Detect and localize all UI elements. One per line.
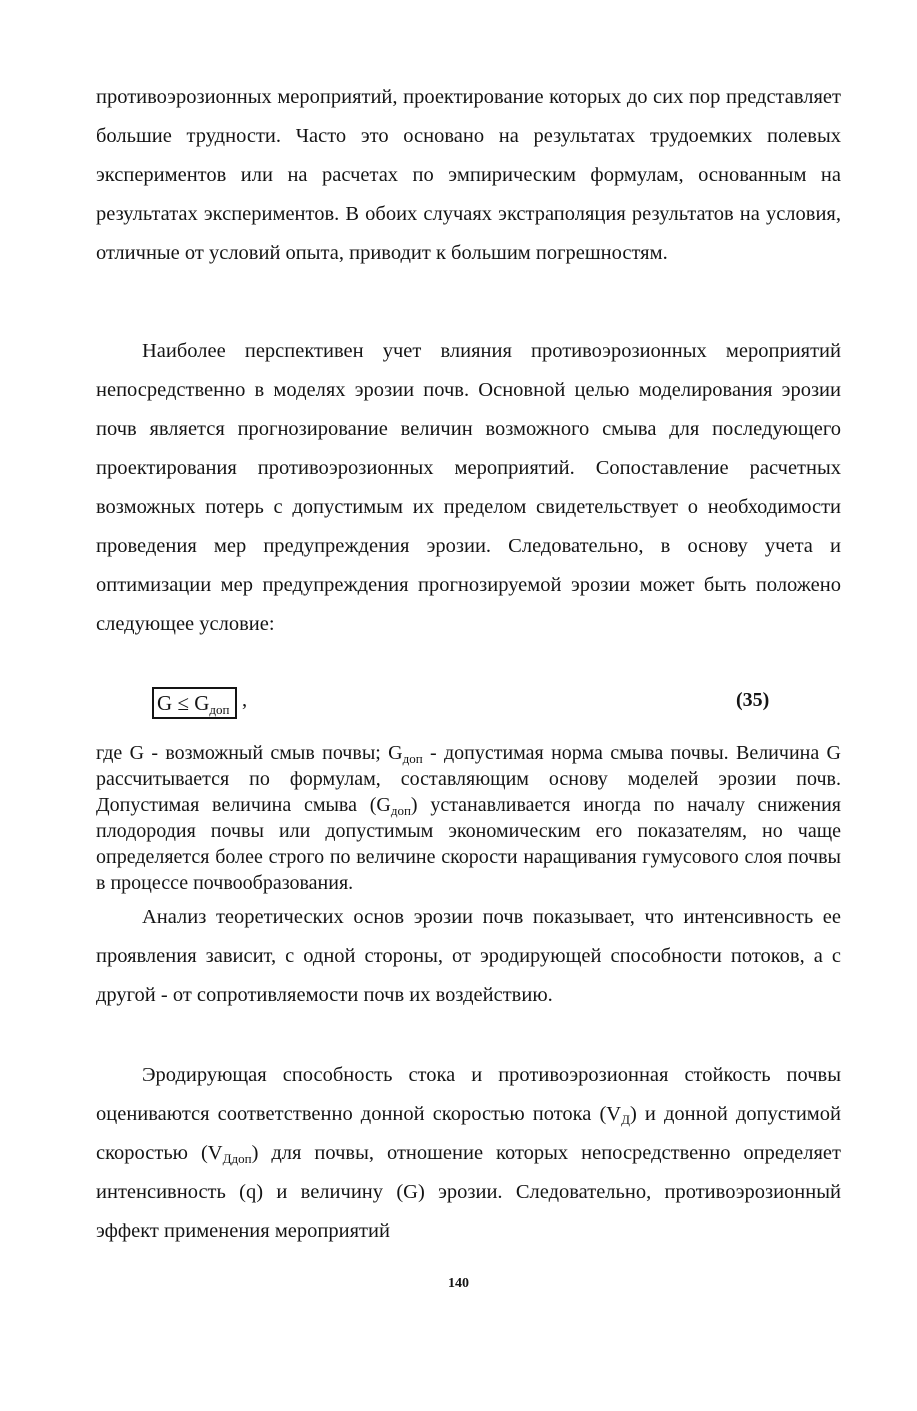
p3-sub-2: доп [390,803,411,818]
p5-sub-1: Д [621,1112,630,1127]
paragraph-1: противоэрозионных мероприятий, проектирование которых до сих пор представляет большие трудности. Часто это основано на результатах трудоемких полевых экспериментов или на расчетах по эмпирическим формулам, основанным на результатах экспериментов. В обоих случаях экстраполяция результатов на условия, отличные от условий опыта, приводит к большим погрешностям. [96,86,841,264]
p3-text-2: - допустимая норма смыва почвы. Величина G рассчитывается по формулам, составляющим основу моделей эрозии почв. Допустимая величина смыва (G [96,742,841,816]
p5-sub-2: Ддоп [222,1151,252,1166]
paragraph-2: Наиболее перспективен учет влияния противоэрозионных мероприятий непосредственно в моделях эрозии почв. Основной целью моделирования эрозии почв является прогнозирование величин возможного смыва для последующего проектирования противоэрозионных мероприятий. Сопоставление расчетных возможных потерь с допустимым их пределом свидетельствует о необходимости проведения мер предупреждения эрозии. Следовательно, в основу учета и оптимизации мер предупреждения прогнозируемой эрозии может быть положено следующее условие: [96,340,841,635]
paragraph-5 [96,1056,841,1251]
p5-text-3: ) для почвы, отношение которых непосредственно определяет интенсивность (q) и величину (G) эрозии. Следовательно, противоэрозионный эффект применения мероприятий [96,1142,841,1242]
formula-number: (35) [736,689,770,711]
p5-text-2: ) и донной допустимой скоростью (V [96,1103,841,1164]
page-number: 140 [448,1276,469,1291]
p3-sub-1: доп [402,751,423,766]
formula-trail: , [242,689,248,711]
paragraph-3 [96,740,841,896]
paragraph-4: Анализ теоретических основ эрозии почв показывает, что интенсивность ее проявления зависит, с одной стороны, от эродирующей способности потоков, а с другой - от сопротивляемости почв их воздействию. [96,906,841,1006]
formula-subscript: доп [209,702,230,717]
p3-text-3: ) устанавливается иногда по началу снижения плодородия почвы или допустимым экономическим его показателям, но чаще определяется более строго по величине скорости наращивания гумусового слоя почвы в процессе почвообразования. [96,794,841,894]
formula-lhs: G ≤ G [157,691,210,715]
p3-text-1: где G - возможный смыв почвы; G [96,742,403,764]
formula-row [96,687,841,721]
formula-box [152,687,237,719]
p5-text-1: Эродирующая способность стока и противоэрозионная стойкость почвы оцениваются соответственно донной скоростью потока (V [96,1064,841,1125]
